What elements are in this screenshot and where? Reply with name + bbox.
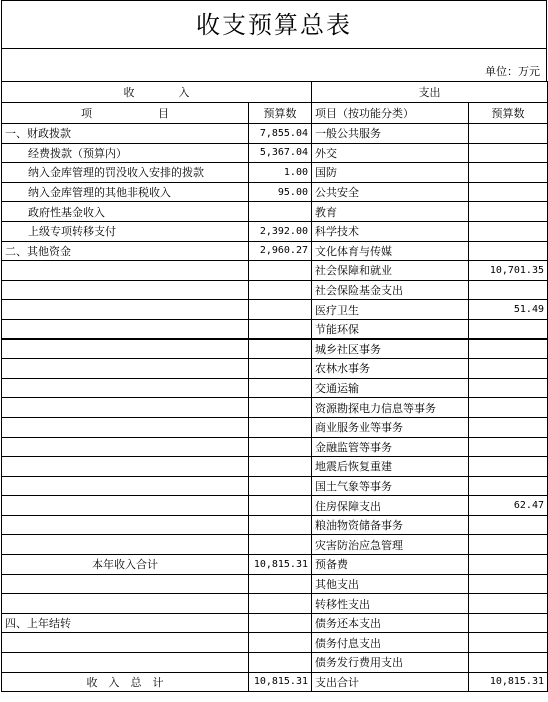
expense-budget-cell [469,202,548,222]
table-row [2,457,548,477]
unit-label: 单位：万元 [485,65,540,78]
expense-item-cell: 公共安全 [312,182,469,202]
table-row [2,672,548,692]
income-item-cell [2,457,249,477]
budget-sheet [1,0,547,700]
income-item-cell: 经费拨款（预算内） [2,143,249,163]
expense-item-cell: 粮油物资储备事务 [312,515,469,535]
income-budget-cell: 5,367.04 [249,143,312,163]
income-budget-cell [249,633,312,653]
income-item-cell [2,378,249,398]
expense-item-cell: 城乡社区事务 [312,339,469,359]
expense-budget-cell [469,378,548,398]
expense-item-cell: 灾害防治应急管理 [312,535,469,555]
income-item-cell [2,653,249,673]
table-row [2,339,548,359]
expense-budget-cell [469,339,548,359]
table-row [2,241,548,261]
expense-budget-cell [469,535,548,555]
table-row [2,202,548,222]
expense-item-cell: 社会保障和就业 [312,261,469,281]
table-row [2,398,548,418]
income-budget-cell: 1.00 [249,163,312,183]
income-item-cell [2,535,249,555]
income-item-cell [2,300,249,320]
expense-budget-cell: 62.47 [469,496,548,516]
table-row [2,143,548,163]
expense-budget-cell [469,221,548,241]
table-row [2,163,548,183]
income-item-cell [2,417,249,437]
section-header-row [2,82,548,103]
col-func-budget-header: 预算数 [469,103,548,124]
income-budget-cell [249,653,312,673]
expense-budget-cell [469,319,548,339]
income-item-cell: 本年收入合计 [2,555,249,575]
expense-item-cell: 外交 [312,143,469,163]
income-item-cell: 政府性基金收入 [2,202,249,222]
income-budget-cell [249,535,312,555]
expense-budget-cell [469,280,548,300]
expense-budget-cell [469,457,548,477]
expense-item-cell: 支出合计 [312,672,469,692]
table-row [2,280,548,300]
expense-budget-cell [469,555,548,575]
income-item-cell: 收 入 总 计 [2,672,249,692]
income-budget-cell [249,594,312,614]
expense-item-cell: 农林水事务 [312,359,469,379]
expense-budget-cell [469,613,548,633]
income-item-cell: 纳入金库管理的其他非税收入 [2,182,249,202]
table-row [2,124,548,144]
expense-item-cell: 医疗卫生 [312,300,469,320]
income-budget-cell [249,280,312,300]
income-budget-cell [249,613,312,633]
income-item-cell [2,633,249,653]
expense-budget-cell [469,143,548,163]
income-item-cell [2,515,249,535]
expense-budget-cell [469,653,548,673]
expense-item-cell: 文化体育与传媒 [312,241,469,261]
expense-header: 支出 [312,82,548,103]
expense-item-cell: 国土气象等事务 [312,476,469,496]
income-budget-cell [249,319,312,339]
income-header: 收 入 [2,82,312,103]
income-budget-cell [249,476,312,496]
table-row [2,496,548,516]
table-row [2,613,548,633]
income-budget-cell [249,417,312,437]
income-item-cell: 纳入金库管理的罚没收入安排的拨款 [2,163,249,183]
income-item-cell [2,574,249,594]
expense-item-cell: 社会保险基金支出 [312,280,469,300]
income-item-cell: 一、财政拨款 [2,124,249,144]
expense-item-cell: 其他支出 [312,574,469,594]
income-budget-cell [249,515,312,535]
income-item-cell [2,437,249,457]
table-row [2,437,548,457]
expense-item-cell: 教育 [312,202,469,222]
expense-budget-cell [469,163,548,183]
expense-budget-cell: 51.49 [469,300,548,320]
expense-budget-cell [469,574,548,594]
table-row [2,378,548,398]
expense-item-cell: 商业服务业等事务 [312,417,469,437]
table-row [2,359,548,379]
expense-budget-cell [469,437,548,457]
column-header-row [2,103,548,124]
expense-item-cell: 国防 [312,163,469,183]
expense-item-cell: 交通运输 [312,378,469,398]
income-item-cell: 四、上年结转 [2,613,249,633]
expense-budget-cell [469,594,548,614]
expense-budget-cell [469,359,548,379]
budget-table [1,81,548,692]
col-budget-header: 预算数 [249,103,312,124]
income-item-cell [2,339,249,359]
income-item-cell [2,398,249,418]
expense-budget-cell [469,633,548,653]
table-row [2,261,548,281]
income-budget-cell: 2,392.00 [249,221,312,241]
income-budget-cell: 2,960.27 [249,241,312,261]
income-budget-cell [249,339,312,359]
income-item-cell [2,496,249,516]
col-func-item-header: 项目（按功能分类） [312,103,469,124]
income-item-cell [2,319,249,339]
income-budget-cell [249,437,312,457]
income-budget-cell [249,574,312,594]
expense-item-cell: 债务发行费用支出 [312,653,469,673]
income-item-cell [2,476,249,496]
income-budget-cell [249,378,312,398]
expense-budget-cell [469,476,548,496]
expense-item-cell: 债务付息支出 [312,633,469,653]
income-budget-cell [249,359,312,379]
table-row [2,515,548,535]
expense-item-cell: 金融监管等事务 [312,437,469,457]
income-budget-cell [249,300,312,320]
income-budget-cell: 95.00 [249,182,312,202]
expense-budget-cell [469,182,548,202]
expense-item-cell: 预备费 [312,555,469,575]
table-row [2,574,548,594]
table-row [2,555,548,575]
expense-item-cell: 住房保障支出 [312,496,469,516]
income-item-cell [2,261,249,281]
expense-item-cell: 地震后恢复重建 [312,457,469,477]
income-budget-cell [249,202,312,222]
expense-item-cell: 转移性支出 [312,594,469,614]
table-row [2,221,548,241]
income-budget-cell: 10,815.31 [249,672,312,692]
income-item-cell: 上级专项转移支付 [2,221,249,241]
income-budget-cell: 10,815.31 [249,555,312,575]
table-row [2,476,548,496]
table-row [2,417,548,437]
expense-budget-cell [469,241,548,261]
income-budget-cell [249,496,312,516]
expense-budget-cell [469,417,548,437]
expense-item-cell: 科学技术 [312,221,469,241]
table-row [2,653,548,673]
income-item-cell [2,359,249,379]
table-row [2,594,548,614]
expense-item-cell: 一般公共服务 [312,124,469,144]
income-budget-cell [249,398,312,418]
income-item-cell [2,594,249,614]
expense-budget-cell: 10,815.31 [469,672,548,692]
table-row [2,300,548,320]
expense-budget-cell: 10,701.35 [469,261,548,281]
table-row [2,319,548,339]
expense-item-cell: 债务还本支出 [312,613,469,633]
income-budget-cell [249,457,312,477]
income-budget-cell [249,261,312,281]
table-row [2,182,548,202]
col-item-header: 项 目 [2,103,249,124]
income-item-cell: 二、其他资金 [2,241,249,261]
expense-budget-cell [469,124,548,144]
table-row [2,535,548,555]
expense-item-cell: 资源勘探电力信息等事务 [312,398,469,418]
expense-budget-cell [469,515,548,535]
income-budget-cell: 7,855.04 [249,124,312,144]
table-row [2,633,548,653]
page-title: 收支预算总表 [1,0,547,48]
expense-item-cell: 节能环保 [312,319,469,339]
income-item-cell [2,280,249,300]
expense-budget-cell [469,398,548,418]
unit-row [1,48,547,81]
